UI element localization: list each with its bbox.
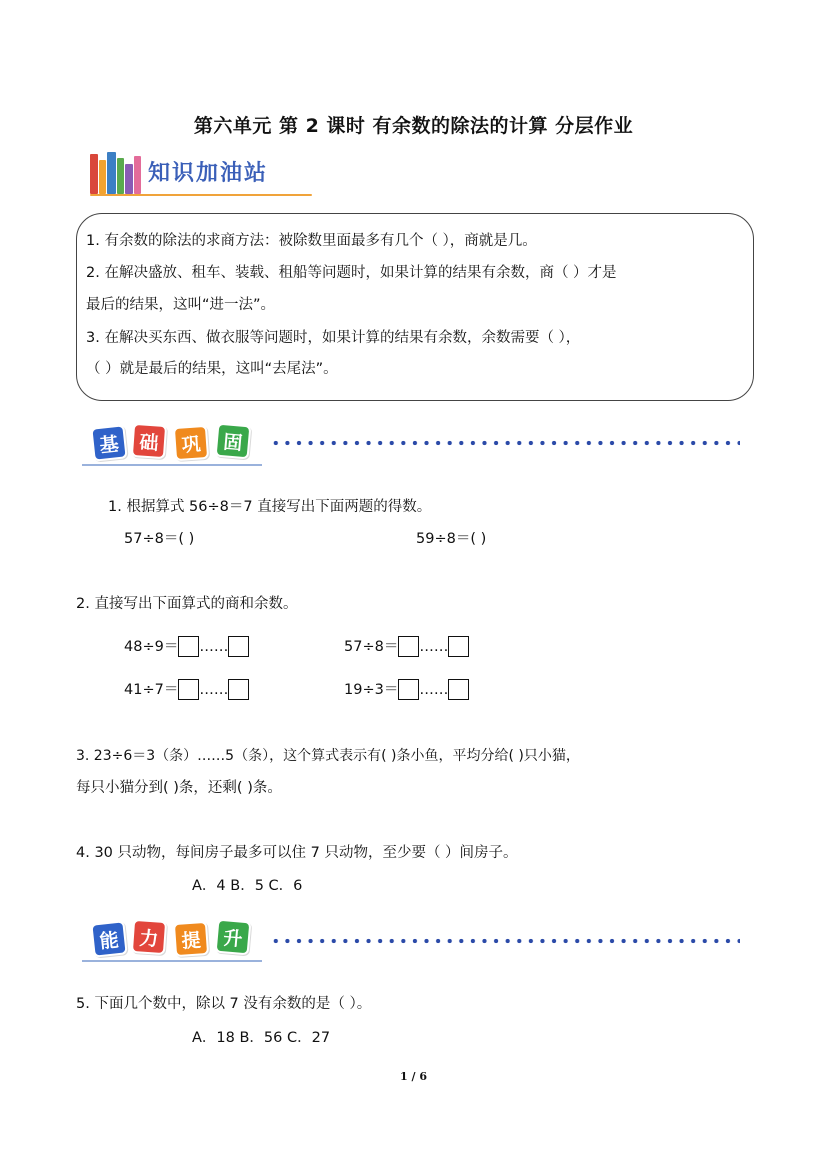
q4-options[interactable]: A．4 B．5 C．6 — [192, 878, 303, 894]
banner-underline — [82, 464, 262, 466]
q2-expression: 41÷7＝ — [124, 682, 179, 698]
remainder-box[interactable] — [228, 636, 249, 657]
page-number: 1 / 6 — [400, 1070, 427, 1083]
q4-stem: 4. 30 只动物，每间房子最多可以住 7 只动物，至少要（ ）间房子。 — [76, 845, 518, 861]
dotted-divider — [270, 938, 740, 944]
banner-tile-4: 固 — [215, 423, 252, 460]
q3-line-1: 3. 23÷6＝3（条）……5（条），这个算式表示有( )条小鱼，平均分给( )只小猫， — [76, 748, 580, 764]
banner-underline — [90, 194, 312, 196]
dotted-divider — [270, 440, 740, 446]
remainder-box[interactable] — [448, 636, 469, 657]
ability-banner — [82, 918, 742, 966]
q2-dots: …… — [199, 682, 229, 698]
quotient-box[interactable] — [178, 636, 199, 657]
q2-expression: 19÷3＝ — [344, 682, 399, 698]
q2-dots: …… — [199, 639, 229, 655]
basic-banner — [82, 422, 742, 470]
q3-line-2: 每只小猫分到( )条，还剩( )条。 — [76, 780, 282, 796]
knowledge-banner — [88, 150, 314, 196]
banner-tile-1: 基 — [90, 424, 127, 461]
q1-answer-b[interactable]: 59÷8＝( ) — [416, 531, 487, 547]
remainder-box[interactable] — [228, 679, 249, 700]
knowledge-banner-text: 知识加油站 — [148, 161, 269, 186]
quotient-box[interactable] — [398, 679, 419, 700]
q2-expression: 48÷9＝ — [124, 639, 179, 655]
q2-item-2 — [344, 636, 469, 657]
knowledge-line-5: （ ）就是最后的结果，这叫“去尾法”。 — [86, 361, 338, 377]
page-title: 第六单元 第 2 课时 有余数的除法的计算 分层作业 — [193, 115, 634, 137]
q5-stem: 5. 下面几个数中，除以 7 没有余数的是（ ）。 — [76, 996, 372, 1012]
knowledge-line-3: 最后的结果，这叫“进一法”。 — [86, 297, 276, 313]
banner-tile-2: 力 — [131, 919, 167, 955]
banner-tile-3: 提 — [173, 921, 209, 957]
quotient-box[interactable] — [398, 636, 419, 657]
quotient-box[interactable] — [178, 679, 199, 700]
q5-options[interactable]: A．18 B．56 C．27 — [192, 1030, 331, 1046]
q2-item-3 — [124, 679, 249, 700]
remainder-box[interactable] — [448, 679, 469, 700]
knowledge-line-4: 3. 在解决买东西、做衣服等问题时，如果计算的结果有余数，余数需要（ ）， — [86, 330, 581, 346]
knowledge-line-1: 1. 有余数的除法的求商方法：被除数里面最多有几个（ ），商就是几。 — [86, 233, 537, 249]
banner-underline — [82, 960, 262, 962]
q1-stem: 1. 根据算式 56÷8＝7 直接写出下面两题的得数。 — [108, 499, 432, 515]
q2-item-1 — [124, 636, 249, 657]
books-icon — [88, 150, 142, 194]
knowledge-line-2: 2. 在解决盛放、租车、装载、租船等问题时，如果计算的结果有余数，商（ ）才是 — [86, 265, 617, 281]
q2-expression: 57÷8＝ — [344, 639, 399, 655]
banner-tile-1: 能 — [90, 920, 127, 957]
q2-stem: 2. 直接写出下面算式的商和余数。 — [76, 596, 298, 612]
q2-dots: …… — [419, 639, 449, 655]
q2-item-4 — [344, 679, 469, 700]
banner-tile-4: 升 — [215, 919, 252, 956]
q2-dots: …… — [419, 682, 449, 698]
banner-tile-3: 巩 — [173, 425, 209, 461]
q1-answer-a[interactable]: 57÷8＝( ) — [124, 531, 195, 547]
banner-tile-2: 础 — [131, 423, 167, 459]
